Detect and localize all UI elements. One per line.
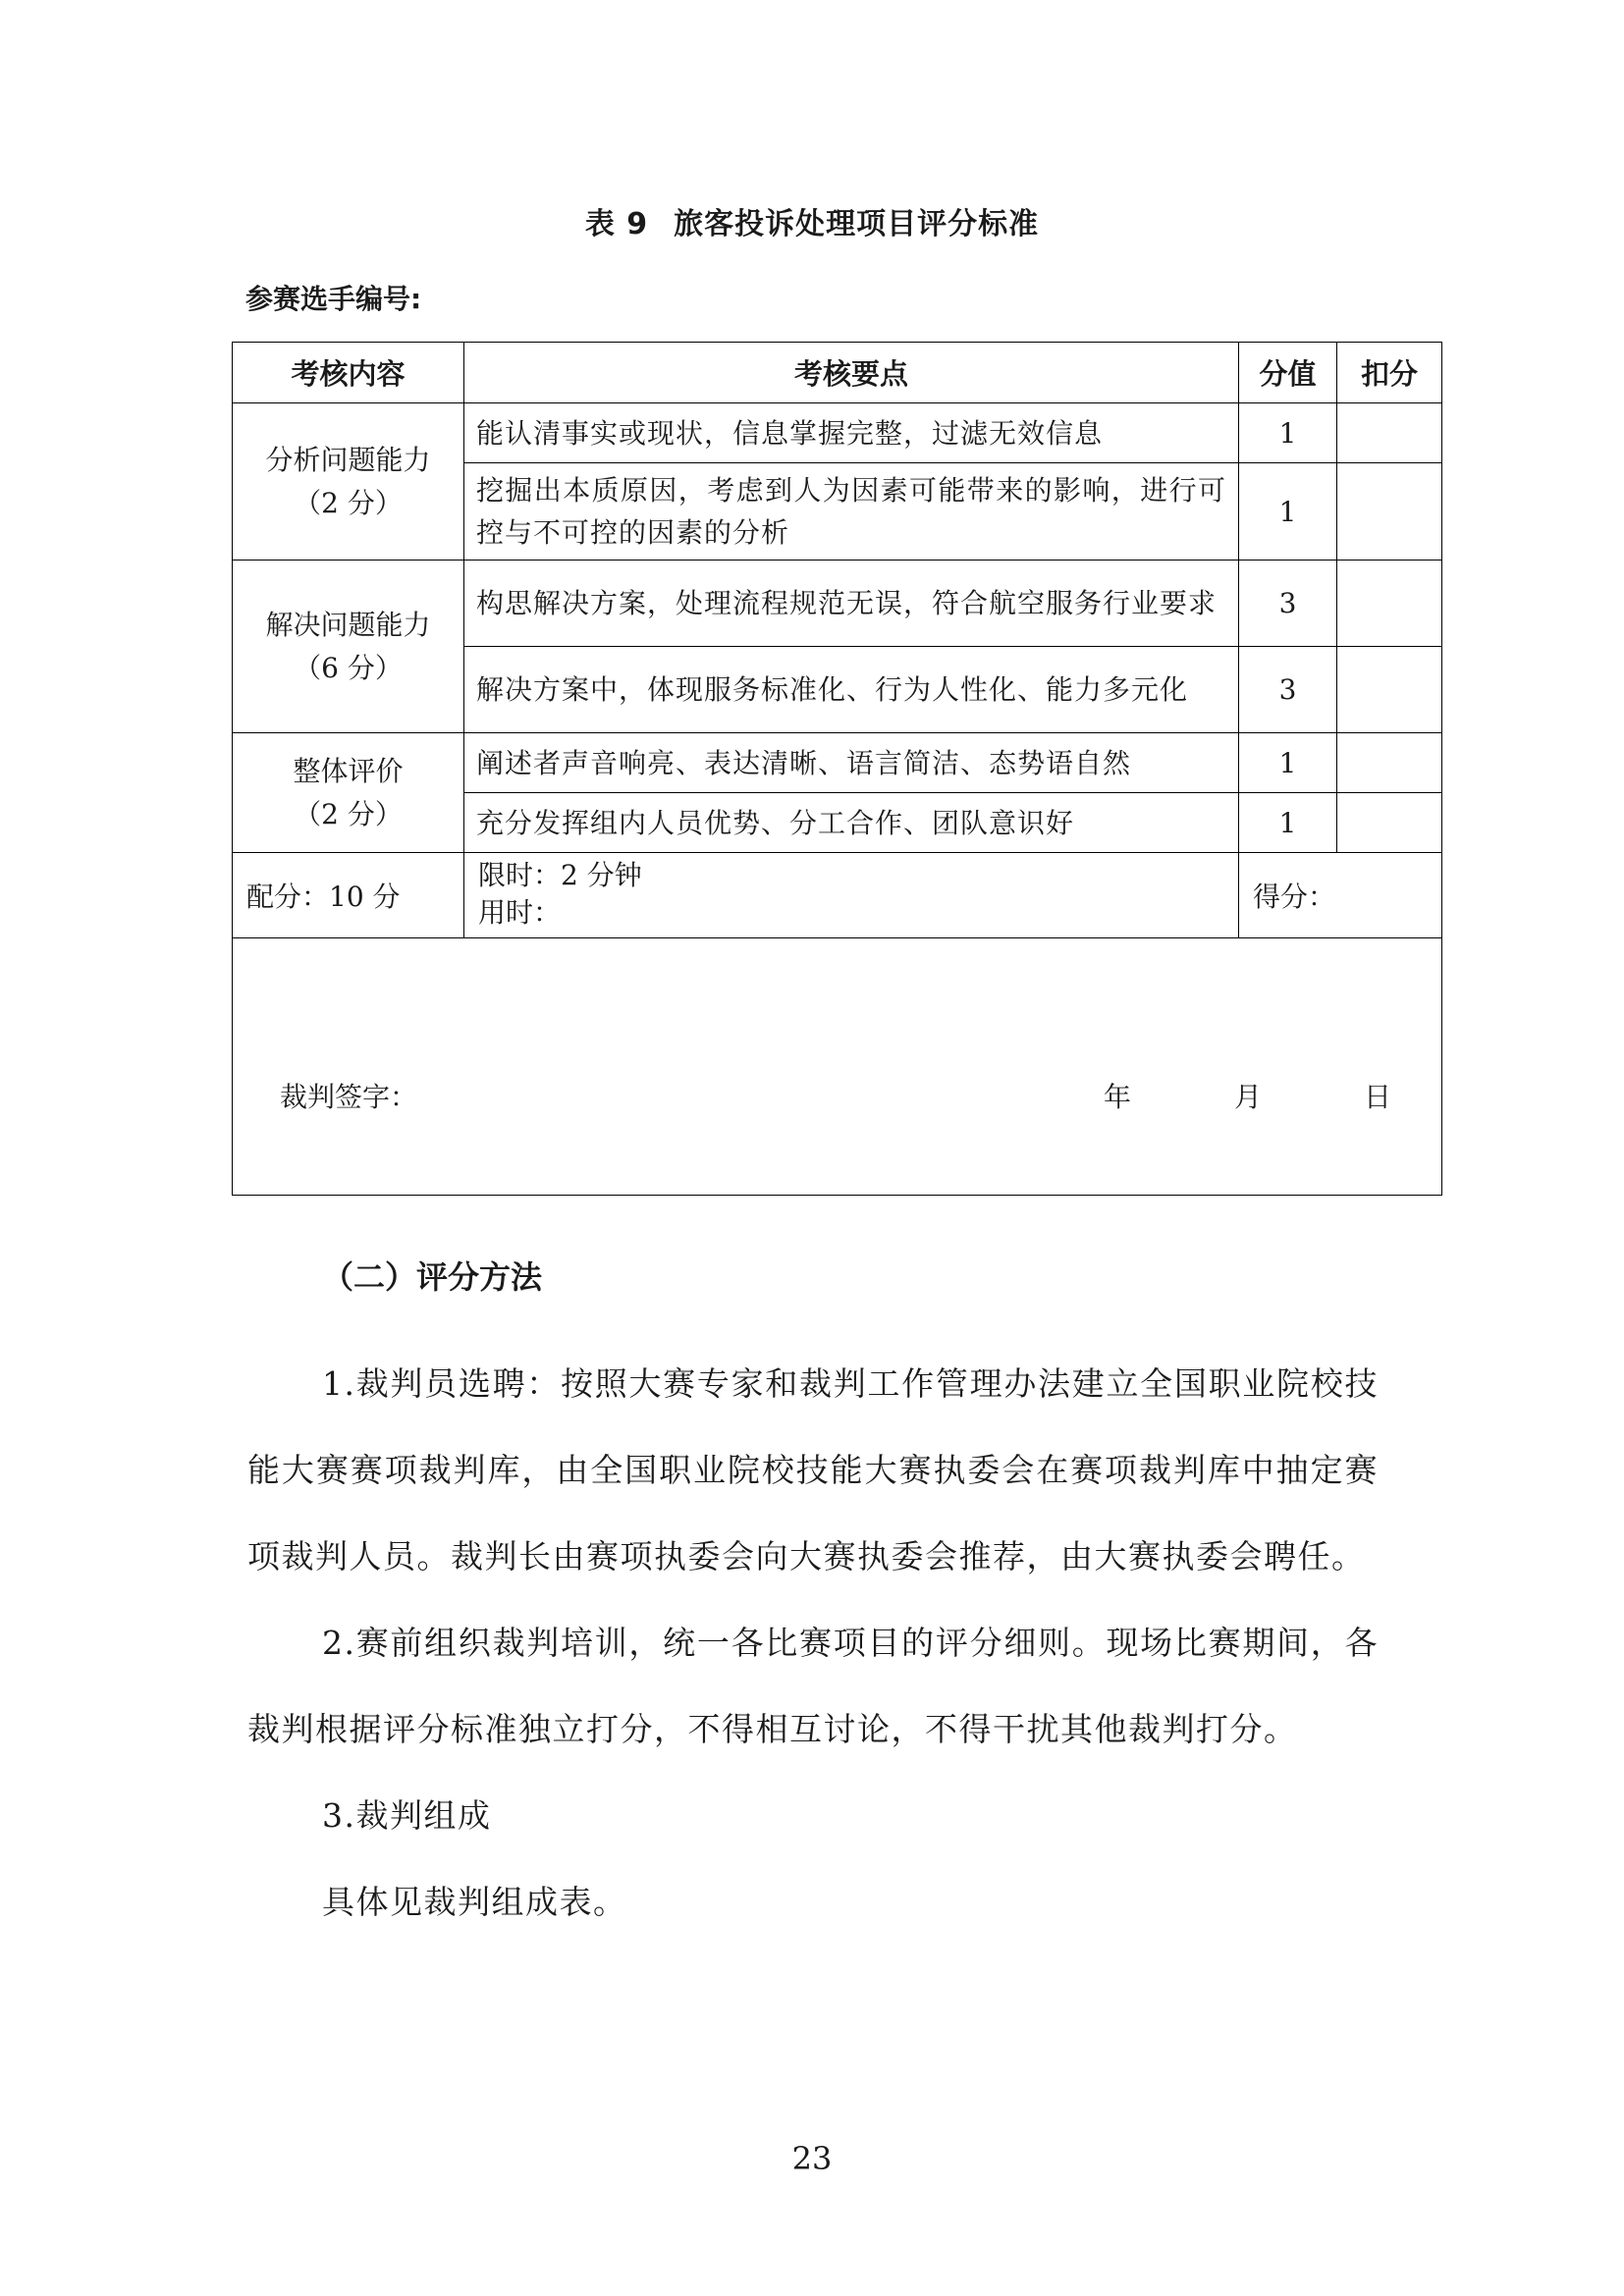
- point-cell: 挖掘出本质原因，考虑到人为因素可能带来的影响，进行可控与不可控的因素的分析: [464, 463, 1239, 561]
- signature-cell[interactable]: [233, 938, 1442, 1196]
- header-deduct: 扣分: [1337, 343, 1442, 403]
- value-cell: 1: [1239, 733, 1337, 793]
- point-cell: 构思解决方案，处理流程规范无误，符合航空服务行业要求: [464, 561, 1239, 647]
- category-cell: [233, 561, 464, 733]
- category-subtotal: （2 分）: [294, 797, 403, 830]
- header-value: 分值: [1239, 343, 1337, 403]
- deduct-cell[interactable]: [1337, 561, 1442, 647]
- point-cell: 阐述者声音响亮、表达清晰、语言简洁、态势语自然: [464, 733, 1239, 793]
- date-year: 年: [1104, 1081, 1132, 1113]
- category-name: 整体评价: [293, 754, 404, 787]
- signature-row: [233, 938, 1442, 1196]
- contestant-number-label: 参赛选手编号:: [245, 283, 422, 315]
- value-cell: 3: [1239, 561, 1337, 647]
- point-cell: 解决方案中，体现服务标准化、行为人性化、能力多元化: [464, 647, 1239, 733]
- table-row: [233, 561, 1442, 647]
- score-cell[interactable]: 得分：: [1239, 853, 1442, 938]
- paragraph: 1.裁判员选聘：按照大赛专家和裁判工作管理办法建立全国职业院校技能大赛赛项裁判库，由全国职业院校技能大赛执委会在赛项裁判库中抽定赛项裁判人员。裁判长由赛项执委会向大赛执委会推荐，由大赛执委会聘任。: [247, 1364, 1379, 1575]
- deduct-cell[interactable]: [1337, 733, 1442, 793]
- category-name: 解决问题能力: [265, 608, 431, 641]
- category-cell: [233, 733, 464, 853]
- table-title-text: 旅客投诉处理项目评分标准: [674, 207, 1040, 241]
- table-header-row: [233, 343, 1442, 403]
- date-day: 日: [1364, 1081, 1392, 1113]
- header-points: 考核要点: [464, 343, 1239, 403]
- date-month: 月: [1234, 1081, 1263, 1113]
- section-heading: （二）评分方法: [322, 1258, 543, 1296]
- paragraph: 2.赛前组织裁判培训，统一各比赛项目的评分细则。现场比赛期间，各裁判根据评分标准独立打分，不得相互讨论，不得干扰其他裁判打分。: [247, 1624, 1379, 1748]
- table-row: [233, 403, 1442, 463]
- total-score-cell: 配分：10 分: [233, 853, 464, 938]
- time-used[interactable]: 用时：: [478, 896, 562, 929]
- category-cell: [233, 403, 464, 561]
- value-cell: 3: [1239, 647, 1337, 733]
- point-cell: 能认清事实或现状，信息掌握完整，过滤无效信息: [464, 403, 1239, 463]
- value-cell: 1: [1239, 403, 1337, 463]
- category-subtotal: （2 分）: [294, 486, 403, 519]
- value-cell: 1: [1239, 793, 1337, 853]
- deduct-cell[interactable]: [1337, 647, 1442, 733]
- referee-signature-label: 裁判签字：: [280, 1081, 418, 1113]
- table-row: [233, 733, 1442, 793]
- deduct-cell[interactable]: [1337, 403, 1442, 463]
- table-footer-row: [233, 853, 1442, 938]
- header-content: 考核内容: [233, 343, 464, 403]
- table-number: 表 9: [584, 207, 649, 241]
- point-cell: 充分发挥组内人员优势、分工合作、团队意识好: [464, 793, 1239, 853]
- value-cell: 1: [1239, 463, 1337, 561]
- deduct-cell[interactable]: [1337, 463, 1442, 561]
- scoring-table: [232, 342, 1442, 1196]
- time-cell: [464, 853, 1239, 938]
- paragraph: 3.裁判组成: [322, 1796, 492, 1835]
- table-title: [0, 199, 1624, 242]
- time-limit: 限时：2 分钟: [478, 859, 642, 891]
- deduct-cell[interactable]: [1337, 793, 1442, 853]
- category-subtotal: （6 分）: [294, 651, 403, 684]
- page-number: 23: [791, 2140, 833, 2177]
- section-body: [247, 1341, 1379, 1946]
- paragraph: 具体见裁判组成表。: [322, 1883, 627, 1921]
- category-name: 分析问题能力: [265, 443, 431, 476]
